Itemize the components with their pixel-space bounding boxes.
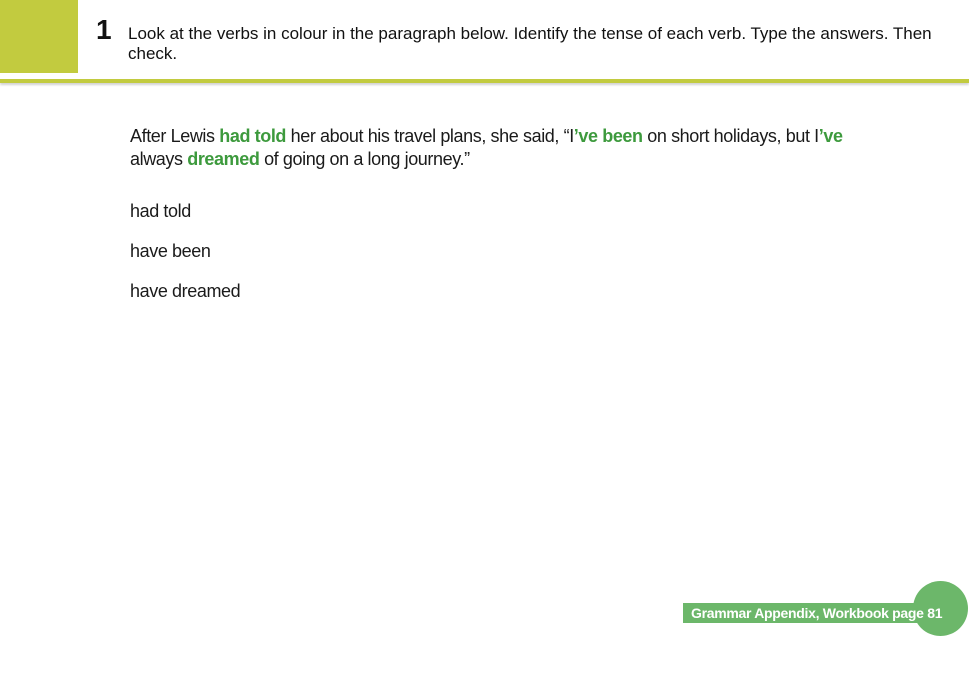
highlighted-verb-had-told: had told	[219, 126, 287, 146]
reading-paragraph	[130, 125, 850, 171]
answer-row-have-dreamed: have dreamed	[130, 281, 241, 301]
paragraph-text: of going on a long journey.”	[259, 149, 470, 169]
header-divider	[0, 79, 969, 83]
answer-row-had-told: had told	[130, 201, 191, 221]
exercise-number: 1	[96, 14, 112, 45]
exercise-instruction: Look at the verbs in colour in the paragraph below. Identify the tense of each verb. Type the answers. Then check.	[128, 24, 932, 63]
paragraph-text: on short holidays, but I	[642, 126, 819, 146]
paragraph-text: her about his travel plans, she said, “I	[286, 126, 574, 146]
paragraph-text: always	[130, 149, 188, 169]
answer-row-have-been: have been	[130, 241, 211, 261]
highlighted-verb-dreamed: dreamed	[187, 149, 260, 169]
grammar-appendix-link[interactable]: Grammar Appendix, Workbook page 81	[691, 605, 943, 621]
highlighted-verb-have-been: ’ve been	[573, 126, 643, 146]
highlighted-verb-have: ’ve	[818, 126, 843, 146]
header-accent-block	[0, 0, 78, 73]
paragraph-text: After Lewis	[130, 126, 220, 146]
